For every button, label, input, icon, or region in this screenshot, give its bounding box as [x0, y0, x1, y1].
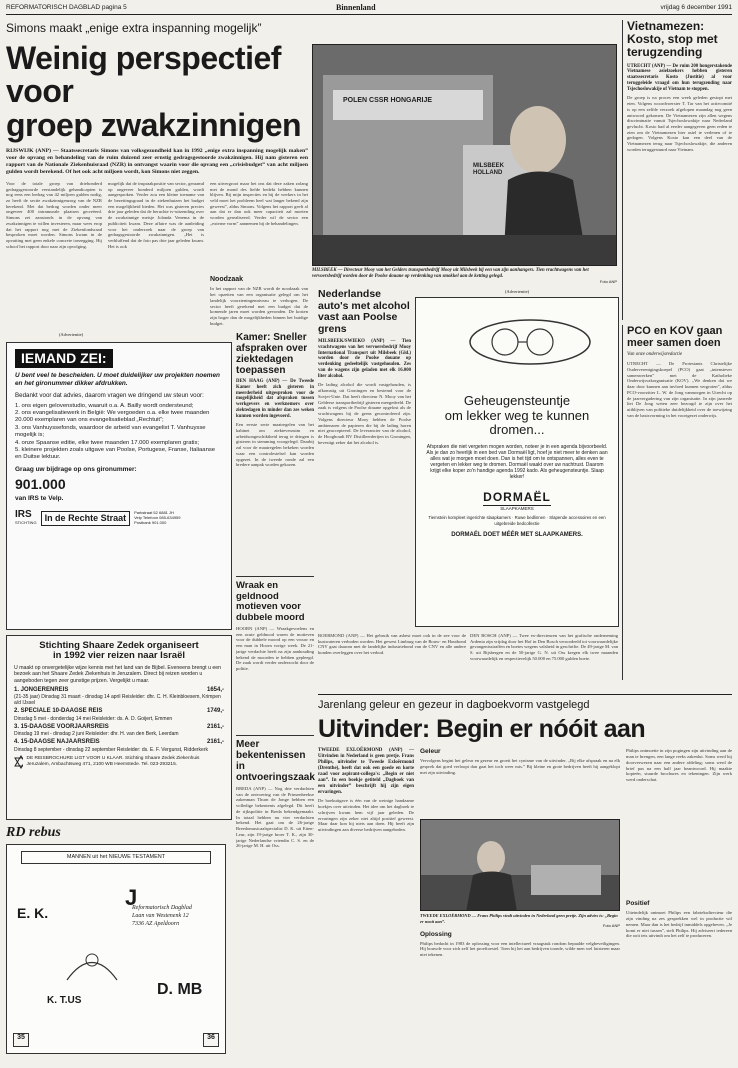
rebus-address-line: Laan van Westenenk 12	[132, 912, 189, 919]
main-title-line2: groep zwakzinnigen	[6, 106, 302, 143]
paper-page-label: REFORMATORISCH DAGBLAD pagina 5	[6, 4, 127, 11]
vietnam-title: Vietnamezen: Kosto, stop met terugzending	[627, 19, 718, 60]
trip-row	[14, 724, 224, 731]
uitvinder-article	[318, 694, 732, 1064]
main-body-col3: een uitvergroot maar het ons dat deze zaken zolang met de mond des liefde bedekt hebben kunnen blijven. Bij mijn inspecties en bij de werkers in het veld moet het probleem heel wat langer bekend zijn geweest”, aldus Simons. Volgens het rapport geeft al aan dat er dan ook meer capaciteit zal moeten worden gerealiseerd. Verder wil de sector een „externe vorm” aannemen bij de behandelingen.	[210, 180, 308, 226]
iemand-title: IEMAND ZEI:	[15, 349, 113, 368]
trip-detail: (21-35 jaar) Dinsdag 31 maart - dinsdag 14 april Reisleider: dhr. C. H. Kleinbloesem, Krimpen a/d IJssel	[14, 694, 221, 707]
kamer-lead: DEN HAAG (ANP) — De Tweede Kamer heeft zich gisteren in meerderheid uitgesproken voor de mogelijkheid dat afspraken tussen werkgevers en werknemers over ziektedagen in minder dan zes weken kunnen worden ingevoerd.	[236, 379, 314, 419]
iemand-item: 2. ons evangelisatiewerk in België: We vergoeden o.a. elke twee maanden 20.000 exemplaren van ons evangelisatieblad „Rechtuit”;	[15, 410, 210, 424]
slaap-headline-line2: om lekker weg te kunnen	[444, 407, 590, 423]
main-subhead: Noodzaak	[210, 275, 244, 283]
positief-subhead: Positief	[626, 900, 650, 908]
page-header	[6, 3, 732, 15]
main-lead: RIJSWIJK (ANP) — Staatssecretaris Simons van volksgezondheid kan in 1992 „enige extra inspanning mogelijk maken” voor de opvang en behandeling van de ruim duizend zeer ernstig gedragsgestoorde zwakzinnigen. Hij nam gisteren een rapport van de Nationale Ziekenhuisraad (NZR) in ontvangst waarin voor die opvang een „crisisbudget” van acht miljoen gulden wordt berekend. Of het ook acht miljoen wordt, kon Simons niet zeggen.	[6, 148, 308, 175]
uitvinder-title: Uitvinder: Begin er nóóit aan	[318, 715, 646, 744]
bekentenissen-article	[236, 735, 314, 1060]
uitvinder-photo	[420, 819, 620, 911]
uitvinder-body4: Uiteindelijk ontmoet Philips een fabrieksdirecteur die zijn vinding na zes gesprekken wel in productie wil nemen. Maar dan is het bedrijf inmiddels opgeheven. „Je komt er niet tussen”, stelt Philips. Hij adviseert iedereen die ooit iets uitvindt om het zelf te produceren.	[626, 910, 732, 939]
denbosch-article: DEN BOSCH (ANP) — Twee ex-directeuren van het grafische onderneming Ardenta zijn vrijdag door het Hof in Den Bosch veroordeeld tot voorwaardelijke gevangenisstraffen en boetes wegens valsheid in geschrifte. De 49-jarige M. van S. uit Rijsbergen en de 50-jarige G. N. uit Oss kregen elk twee maanden voorwaardelijk en respectievelijk 50.000 en 75.000 gulden boete.	[470, 633, 618, 661]
pco-title: PCO en KOV gaan meer samen doen	[627, 325, 723, 350]
milsbeek-photo	[312, 44, 617, 266]
trip-detail: Dinsdag 19 mei - dinsdag 2 juni Reisleider: dhr. H. van den Berk, Leerdam	[14, 731, 179, 738]
rebus-num-right: 36	[203, 1033, 219, 1047]
slaap-headline-line3: dromen...	[489, 422, 545, 438]
trip-name: 1. JONGERENREIS	[14, 686, 69, 693]
pco-byline: Van onze onderwijsredactie	[627, 352, 683, 358]
shaare-title	[14, 641, 224, 662]
iemand-giro: 901.000	[15, 475, 66, 492]
vietnam-lead: UTRECHT (ANP) — De ruim 200 hongerstakende Vietnamese asielzoekers hebben gisteren staatssecretaris Kosto (Justitie) al voor teruggeleide vraagd om hun terugzending naar Tsjechoslowakije of Vietnam te stoppen.	[627, 63, 732, 92]
rebus-drawing	[62, 940, 122, 985]
rebus-address-line: 7336 AZ Apeldoorn	[132, 920, 180, 927]
boermond-article: BOERMOND (ANP) — Het gebruik van asbest moet ook in de zee voor de kustwateren verboden worden. Het gewest Limburg van de Bouw- en Houtbond CNV gaat daarom met de landelijke industriebond van de CNV en alle andere bonden overleggen over het verbod.	[318, 633, 466, 656]
milsbeek-caption: MILSBEEK — Directeur Mooy van het Gelders transportbedrijf Mooy uit Milsbeek bij een van zijn aanhangers. Tien vrachtwagens van het vervoersbedrijf worden door de Poolse douane op verdenking van smokkel aan de ketting gelegd.	[312, 268, 589, 279]
wraak-body: HOORN (ANP) — Wraakgevoelens en een acute geldnood waren de motieven voor de dubbele moord op een vrouw en een man in Hoorn vorige week. De 21-jarige verdachte heeft na zijn aanhouding bekend de moorden te hebben gepleegd. De zaak wordt verder onderzocht door de politie.	[236, 626, 314, 672]
inventor-illustration	[421, 820, 620, 911]
kamer-body: Een eerste serie maatregelen van het kabinet om ziekteverzuim en arbeidsongeschiktheid terug te dringen is gisteren in stemming voorgelegd. Daarbij zal voor de maatregelen bekeken worden waar een controlestelsel kan worden opgezet. In de tweede ronde zal een bredere aanpak worden gekozen.	[236, 422, 314, 468]
dormael-addresses: Tiemstein kompleet ingerichte slaapkamers · Ruwe bedlinnen · Slapende accessoires en een uitgebreide bedcollectie	[428, 515, 606, 526]
oplossing-subhead: Oplossing	[420, 930, 452, 938]
rebus-banner: MANNEN uit het NIEUWE TESTAMENT	[21, 851, 211, 864]
uitvinder-kicker: Jarenlang geleur en gezeur in dagboekvorm vastgelegd	[318, 699, 590, 711]
milsbeek-photo-block	[312, 44, 617, 284]
main-title	[6, 39, 308, 143]
trip-detail: Dinsdag 8 september - dinsdag 22 september Reisleider: ds. E. F. Vergunst, Ridderkerk	[14, 746, 208, 753]
slaap-body: Afspraken die niet vergeten mogen worden, noteer je in een agenda bijvoorbeeld. Als je dan zo heerlijk in een bed van Dormaël ligt, hoef je niet meer te denken aan alles wat je morgen moet doen. Dan is het tijd om te ontspannen, alles even te vergeten en lekker weg te dromen. Dormaël waakt over uw nachtrust. Daarom krijgt elke koper zo'n handige agenda 1992 kado. Als geheugensteuntje. Slaap lekker!	[426, 443, 608, 481]
iemand-item: 3. ons Vanhuyssefonds, waardoor de arbeid van evangelist T. Vanhuysse mogelijk is;	[15, 424, 206, 439]
dormael-brand-sub: SLAAPKAMERS	[500, 505, 534, 511]
nederland-lead: MILSBEEK/SWIEKO (ANP) — Tien vrachtwagens van het vervoersbedrijf Mooy International Transport uit Milsbeek (Gld.) worden door de Poolse douane op verdenking gedeeltelijk vastgehouden. Zes van de wagens zijn geladen met elk 16.000 liter alcohol.	[318, 339, 411, 379]
rebus-letter: E. K.	[17, 905, 49, 922]
trip-price: 2161,-	[206, 723, 224, 730]
truck-text: POLEN CSSR HONGARIJE	[343, 97, 433, 104]
irs-logo	[15, 509, 37, 526]
rebus-puzzle	[6, 844, 226, 1054]
iemand-ad	[6, 342, 232, 630]
main-body-sub: In het rapport van de NZR wordt de noodzaak van het opzetten van een organisatie gelegd om het landelijk voorzieningenniveau te verhogen. De sector heeft gerekend met een budget dat de komende jaren moet worden gevonden. De kosten zijn hoger dan de mogelijkheden binnen het huidige budget.	[210, 286, 308, 326]
trip-row	[14, 687, 224, 694]
slaap-headline	[420, 394, 614, 438]
iemand-item: 4. onze Spaanse editie, elke twee maanden 17.000 exemplaren gratis;	[15, 439, 200, 446]
irs-logo-text: IRS	[15, 508, 32, 520]
iemand-quote: U bent veel te bescheiden. U moet duidelijker uw projekten noemen en het gironummer dikker afdrukken.	[15, 372, 220, 388]
slaap-headline-line1: Geheugensteuntje	[463, 393, 571, 409]
uitvinder-caption: TWEEDE EXLOËRMOND — Frans Philips vindt uitvinden in Nederland geen pretje. Zijn advies is: „Begin er nooit aan”.	[420, 913, 618, 924]
vietnam-article	[622, 20, 732, 320]
trip-price: 1749,-	[206, 708, 224, 715]
kamer-title: Kamer: Sneller afspraken over ziektedagen toepassen	[236, 332, 308, 376]
main-body-col1: Voor de totale groep van driehonderd gedragsgestoorde verstandelijk gehandicapten is nog eens een bedrag van 42 miljoen gulden nodig, zo heeft de sectie zwakzinnigenzorg van de NZR berekend. Met dat bedrag worden onder meer ongeveer 400 intramurale plaatsen gecreëerd. Simons zei aanstonds in de opvang van zwakzinnigen te willen investeren, maar wees erop dat het rapport nog met de Ziekenfondsraad besproken moet worden. Simons kwam in de opvatting met geen enkele concrete toezegging. Hij schoof het rapport door naar zijn opvolging.	[6, 180, 102, 249]
iemand-item: 5. kleinere projekten zoals uitgave van Poolse, Portugese, Franse, Italiaanse en Duitse lektuur.	[15, 446, 216, 461]
vietnam-body: De groep is na proces een week geleden gestopt met eten. Volgens woordvoerster T. Tar van het actiecomité is op een zelfde verzoek afgelopen maandag nog geen antwoord gekomen. De Vietnamezen zijn allen wegens discriminatie vanuit Tsjechoslowakije naar Nederland gevlucht. Kosto had al eerder aangegeven geen reden te zien om de Vietnamezen hier asiel te verlenen of te gedogen. Volgens Kosto kan een deel van de Vietnamezen terug naar Tsjechoslowakije, die anderen worden teruggestuurd naar Vietnam.	[627, 95, 732, 152]
dormael-brand: DORMAËL	[483, 490, 551, 505]
irs-contact: Parkstraat 52 6881 JH Velp Telefoon 085-634959 Postbank 901.000	[134, 510, 181, 525]
wraak-title: Wraak en geldnood motieven voor dubbele moord	[236, 576, 314, 623]
dormael-logo	[420, 490, 614, 511]
trip-detail: Dinsdag 5 mei - donderdag 14 mei Reisleider: ds. A. D. Goijert, Emmen	[14, 715, 173, 722]
trip-name: 4. 15-DAAGSE NAJAARSREIS	[14, 739, 100, 746]
trip-row	[14, 739, 224, 746]
sleeping-glasses-illustration	[420, 302, 614, 387]
rebus-address-line: Reformatorisch Dagblad	[132, 905, 192, 912]
nederland-article	[318, 289, 411, 629]
dormael-slogan: DORMAËL DOET MÉÉR MET SLAAPKAMERS.	[451, 531, 583, 538]
uitvinder-body1: De boekuitgave is één van de weinige handzame boekjes over uitvinden. Het idee om het dagboek te schrijven kwam hem vijf jaar geleden. De ervaringen zijn zeker niet altijd positief geweest. Maar daar kon hij niets aan doen. Hij heeft zijn uitvindingen aan diverse bedrijven aangeboden.	[318, 798, 414, 833]
irs-logo-row	[15, 509, 223, 526]
iemand-list	[15, 403, 223, 462]
main-kicker: Simons maakt „enige extra inspanning mogelijk”	[6, 21, 262, 35]
sign-text: MILSBEEK HOLLAND	[473, 163, 505, 177]
uitvinder-col-right: Philips ontmoette in zijn pogingen zijn uitvinding aan de man te brengen, een lange reeks zakenlui. Soms werd hij doorverwezen naar een andere afdeling; soms werd de brief pas na een half jaar beantwoord. Hij maakte kopieën, stuurde brochures en tekeningen. Zijn werk werd onderschat.	[626, 748, 732, 783]
irs-name: In de Rechte Straat	[41, 511, 131, 526]
truck-man-illustration	[313, 45, 617, 266]
shaare-intro: U maakt op onvergetelijke wijze kennis met het land van de Bijbel. Eveneens brengt u een bezoek aan het Shaare Zedek Ziekenhuis in Jeruzalem. Direct bij reizen worden u aangeboden tegen zeer gunstige prijzen. Vergelijkt u maar.	[14, 664, 222, 684]
star-of-david-icon	[14, 755, 23, 769]
main-article	[6, 17, 308, 332]
shaare-ad	[6, 635, 232, 820]
date-label: vrijdag 6 december 1991	[660, 4, 732, 11]
rebus-title: RD rebus	[6, 825, 61, 840]
dormael-ad	[415, 297, 619, 627]
rebus-address	[132, 905, 222, 928]
pco-body: UTRECHT — De Protestants Christelijke Ouderverenigingskoepel (PCO) gaat „intensiever samenwerken” met de Katholieke Onderwijsvakorganisatie (KOV). „We denken dat we daar door kunnen aan invloed kunnen vergroten”, aldus PCO-voorzitter L. W. de Jong vanmorgen in Utrecht op de jaarvergadering van zijn organisatie. In zijn jaarrede liet De Jong weten zeer bezorgd te zijn over het uitblijven van politieke duidelijkheid over de toewijzing van de basisvorming in het voortgezet onderwijs.	[627, 361, 732, 418]
iemand-sign: van IRS te Velp.	[15, 494, 64, 502]
nederland-title: Nederlandse auto's met alcohol vast aan Poolse grens	[318, 288, 410, 335]
iemand-ad-tag: (Advertentie)	[58, 332, 84, 337]
nederland-body: De lading alcohol die wordt vastgehouden, is afkomstig uit Groningen en bestemd voor de Sovjet-Unie. Dat heeft directeur N. Mooy van het Gelderse transportbedrijf gisteren meegedeeld. De zaak is volgens de Poolse douane opgelost als de vrachtwagens bij de grens gecontroleerd zijn. Volgens directeur Mooy hebben de Poolse ambtenaren de papieren die bij de lading horen niet geaccepteerd. De leverancier van de alcohol, de Hooghoudt BV Distilleerderijen in Groningen, bevestigt zeker dat het alcohol is.	[318, 382, 411, 445]
milsbeek-credit: Foto ANP	[599, 278, 617, 284]
geleur-subhead: Geleur	[420, 748, 441, 756]
uitvinder-credit: Foto ANP	[602, 922, 620, 928]
shaare-title-line1: Stichting Shaare Zedek organiseert	[39, 640, 199, 651]
uitvinder-body2: Vervolgens begint het geleur en gezeur en groeit het cynisme van de uitvinder. „Bij elke afspraak en na elk gesprek dat goed verloopt dan gaat het toch weer mis.” Bij kleine en grote bedrijven heeft hij aangeklopt met zijn uitvinding.	[420, 758, 620, 775]
shaare-trips	[14, 687, 224, 753]
rebus-letter: J	[125, 885, 138, 911]
trip-price: 2161,-	[206, 739, 224, 746]
shaare-title-line2: in 1992 vier reizen naar Israël	[52, 650, 186, 662]
main-title-line1: Weinig perspectief voor	[6, 39, 281, 110]
trip-name: 2. SPECIALE 10-DAAGSE REIS	[14, 708, 103, 715]
iemand-appeal: Graag uw bijdrage op ons gironummer:	[15, 465, 137, 473]
rebus-num-left: 35	[13, 1033, 29, 1047]
trip-price: 1654,-	[206, 686, 224, 693]
uitvinder-lead: TWEEDE EXLOËRMOND (ANP) — Uitvinden in Nederland is geen pretje. Frans Philips, uitvinder te Tweede Exloërmond (Drenthe), heeft dat ook een goede en korte raad voor aspirant-collega's: „Begin er niet aan”. In een boekje getiteld „Dagboek van een uitvinder” beschrijft hij zijn eigen ervaringen.	[318, 748, 414, 795]
slaap-ad-tag: (Advertentie)	[504, 289, 530, 294]
trip-name: 3. 15-DAAGSE VOORJAARSREIS	[14, 723, 109, 730]
iemand-intro: Bedankt voor dat advies, daarom vragen we dringend uw steun voor:	[15, 392, 204, 400]
main-body-col2: mogelijk dat de inspraakpositie van sector, geraamd op ongeveer honderd miljoen gulden, wordt aangesproken. Verder zou een kleine toename van de bezettingsgraad in de ziekenhuizen het budget een mogelijkheid bieden. Het was gisteren precies drie jaar geleden dat de beruchte tv-uitzending over de zwakzinnige meisje Jolanda Venema in de publiciteit kwam. Deze affaire was de aanleiding voor het onderzoek naar de groep van gedragsgestoorde zwakzinnigen. „Het is verbluffend dat de foto pas drie jaar geleden kwam. Het is ook	[108, 180, 204, 249]
uitvinder-body3: Philips bedacht in 1983 de oplossing voor een intellectueel vraagstuk rondom bepaalde velgbeveiligingen. Hij bouwde voor zich zelf het proeftoestel. Toen hij het aan bedrijven toonde, wilde men wel luisteren maar niet tekenen.	[420, 940, 620, 958]
rebus-letter: K. T.US	[47, 995, 82, 1007]
shaare-footer: DE REISBROCHURE LIGT VOOR U KLAAR. Stichting Shaare Zedek Ziekenhuis Jeruzalem, Ambachtsweg 471, 2100 WB Heemstede. Tel. 023-293215.	[26, 755, 200, 767]
pco-article	[622, 325, 732, 680]
bekentenissen-body: BREDA (ANP) — Nog drie verdachten van de ontvoering van de Prinsenbeekse zakenman Thurn de Jonge hebben een volledige bekentenis afgelegd. Dit heeft de rijkspolitie in Breda bekendgemaakt. In totaal hebben nu vier verdachten bekend. Het gaat om de 26-jarige Breedomusicaalspecialist D. K. uit Etten-Leur, zijn 19-jarige broer T. K., zijn 30-jarige Nederlandse vriendin C. S. en de 26-jarige M. H. uit Oss.	[236, 786, 314, 849]
rebus-letter: D. MB	[157, 981, 203, 999]
bekentenissen-title: Meer bekentenissen in ontvoeringszaak	[236, 739, 315, 783]
section-label: Binnenland	[336, 3, 376, 12]
irs-logo-sub: STICHTING	[15, 519, 37, 525]
iemand-item: 1. ons eigen gelovenstudio, waaruit o.a. A. Bailly wordt ondersteund;	[15, 402, 194, 409]
kamer-article	[236, 332, 314, 732]
trip-row	[14, 708, 224, 715]
rebus-block	[6, 824, 232, 1064]
